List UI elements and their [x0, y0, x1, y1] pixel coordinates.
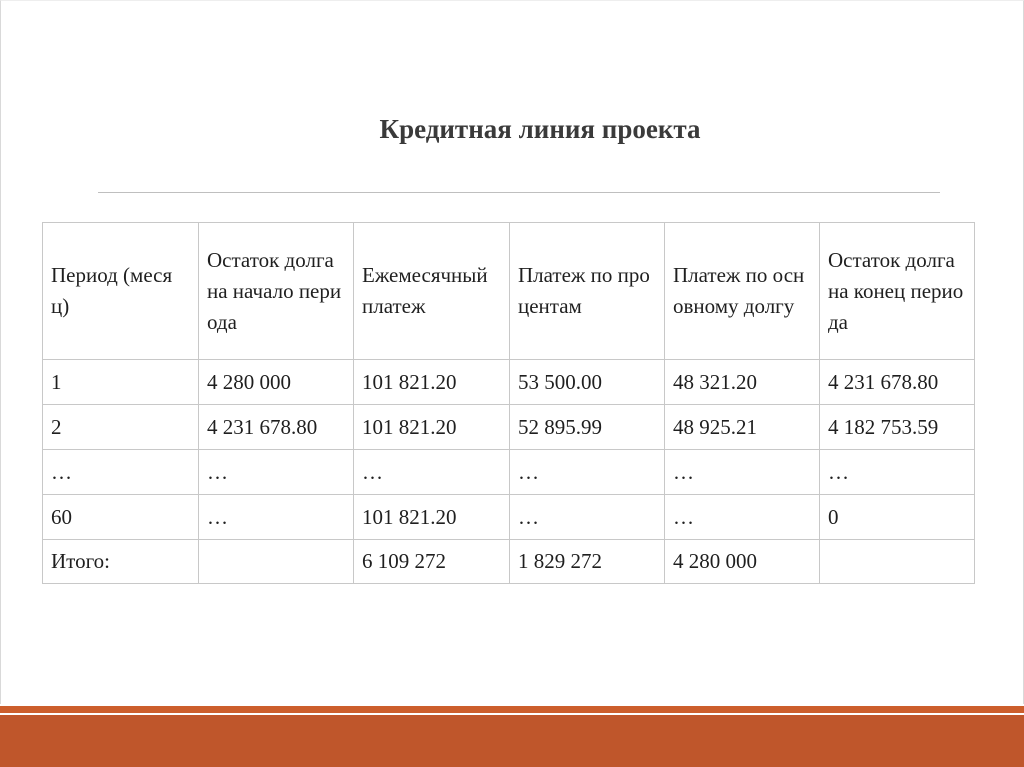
cell-start-balance: 4 280 000 — [199, 360, 354, 405]
cell-end-balance: 4 231 678.80 — [820, 360, 975, 405]
cell-start-balance: 4 231 678.80 — [199, 405, 354, 450]
cell-monthly-payment: … — [354, 450, 510, 495]
cell-monthly-payment: 101 821.20 — [354, 405, 510, 450]
cell-period: 1 — [43, 360, 199, 405]
cell-period: 60 — [43, 495, 199, 540]
cell-start-balance: … — [199, 495, 354, 540]
cell-period: 2 — [43, 405, 199, 450]
cell-total-principal-payment: 4 280 000 — [665, 540, 820, 584]
header-end-balance: Остаток долга на конец периода — [820, 223, 975, 360]
footer-accent-line — [0, 706, 1024, 713]
cell-start-balance — [199, 540, 354, 584]
credit-line-table — [42, 222, 975, 584]
footer-accent-bar — [0, 715, 1024, 767]
cell-total-interest-payment: 1 829 272 — [510, 540, 665, 584]
table-row — [43, 450, 975, 495]
cell-start-balance: … — [199, 450, 354, 495]
cell-end-balance: 0 — [820, 495, 975, 540]
cell-end-balance — [820, 540, 975, 584]
cell-monthly-payment: 101 821.20 — [354, 360, 510, 405]
cell-interest-payment: 52 895.99 — [510, 405, 665, 450]
cell-interest-payment: … — [510, 450, 665, 495]
header-monthly-payment: Ежемесячный платеж — [354, 223, 510, 360]
slide-title: Кредитная линия проекта — [379, 114, 701, 144]
cell-interest-payment: … — [510, 495, 665, 540]
cell-principal-payment: … — [665, 450, 820, 495]
cell-end-balance: … — [820, 450, 975, 495]
cell-period: … — [43, 450, 199, 495]
cell-interest-payment: 53 500.00 — [510, 360, 665, 405]
cell-end-balance: 4 182 753.59 — [820, 405, 975, 450]
table-header-row — [43, 223, 975, 360]
title-divider — [98, 192, 940, 193]
table-row — [43, 405, 975, 450]
table-total-row — [43, 540, 975, 584]
header-start-balance: Остаток долга на начало периода — [199, 223, 354, 360]
cell-monthly-payment: 101 821.20 — [354, 495, 510, 540]
cell-total-monthly-payment: 6 109 272 — [354, 540, 510, 584]
header-period: Период (месяц) — [43, 223, 199, 360]
cell-principal-payment: 48 925.21 — [665, 405, 820, 450]
table-row — [43, 495, 975, 540]
table-row — [43, 360, 975, 405]
cell-total-label: Итого: — [43, 540, 199, 584]
header-principal-payment: Платеж по основному долгу — [665, 223, 820, 360]
cell-principal-payment: … — [665, 495, 820, 540]
cell-principal-payment: 48 321.20 — [665, 360, 820, 405]
header-interest-payment: Платеж по процентам — [510, 223, 665, 360]
